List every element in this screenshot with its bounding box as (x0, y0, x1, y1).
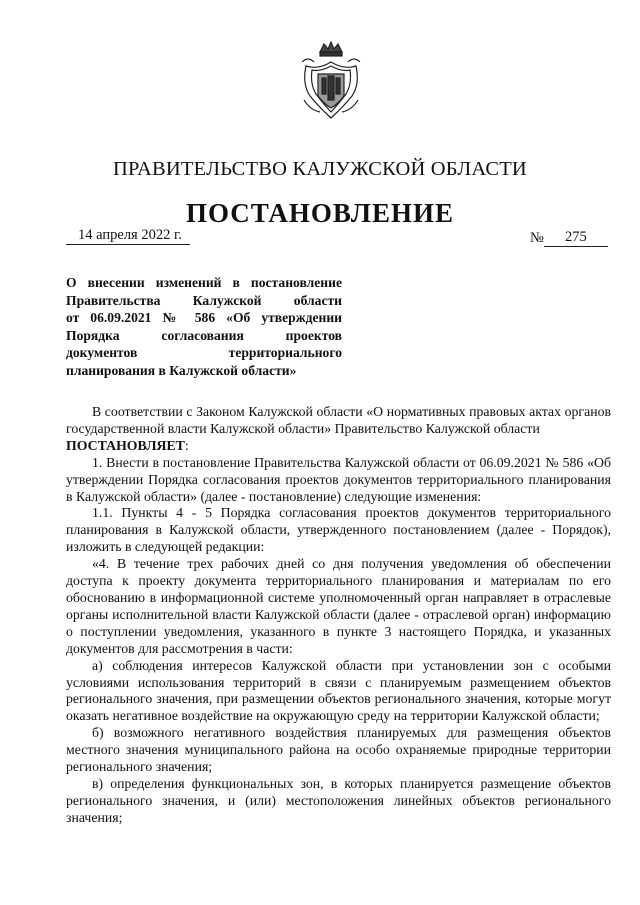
body-paragraph: а) соблюдения интересов Калужской области при установлении зон с особыми условиями использования территорий в связи с планируемым размещением объектов регионального значения, при размещении объектов регионального значения, которые могут оказать негативное воздействие на окружающую среду на территории Калужской области; (66, 657, 611, 724)
body-paragraph: 1. Внести в постановление Правительства Калужской области от 06.09.2021 № 586 «Об утверждении Порядка согласования проектов документов территориального планирования в Калужской области» (далее - постановление) следующие изменения: (66, 454, 611, 504)
decree-subject (66, 274, 342, 380)
body-paragraph: 1.1. Пункты 4 - 5 Порядка согласования проектов документов территориального планирования в Калужской области, утвержденного постановлением (далее - Порядок), изложить в следующей редакции: (66, 505, 611, 555)
preamble-text: В соответствии с Законом Калужской области «О нормативных правовых актах органов государственной власти Калужской области» Правительство Калужской области (66, 404, 611, 436)
number-value: 275 (544, 228, 608, 247)
subject-line: Правительства Калужской области (66, 292, 342, 308)
body-paragraph: б) возможного негативного воздействия планируемых для размещения объектов местного значения муниципального района на особо охраняемые природные территории регионального значения; (66, 725, 611, 775)
subject-line: планирования в Калужской области» (66, 362, 297, 378)
subject-line: О внесении изменений в постановление (66, 275, 342, 290)
coat-of-arms-icon (300, 40, 362, 122)
decree-body (66, 404, 611, 827)
government-name: ПРАВИТЕЛЬСТВО КАЛУЖСКОЙ ОБЛАСТИ (113, 158, 527, 180)
resolves-keyword: ПОСТАНОВЛЯЕТ (66, 437, 185, 453)
body-paragraph: в) определения функциональных зон, в которых планируется размещение объектов регионального значения, и (или) местоположения линейных объектов регионального значения; (66, 775, 611, 825)
subject-line: от 06.09.2021 № 586 «Об утверждении (66, 310, 342, 326)
document-type: ПОСТАНОВЛЕНИЕ (185, 198, 455, 228)
decree-number (530, 228, 608, 247)
decree-date: 14 апреля 2022 г. (66, 226, 190, 245)
subject-line: документов территориального (66, 345, 342, 361)
preamble-paragraph (66, 404, 611, 455)
number-sign: № (530, 230, 544, 246)
resolves-punct: : (184, 437, 189, 453)
subject-line: Порядка согласования проектов (66, 327, 342, 343)
body-paragraph: «4. В течение трех рабочих дней со дня получения уведомления об обеспечении доступа к проекту документа территориального планирования и материалам по его обоснованию в информационной системе уполномоченный орган направляет в отраслевые органы исполнительной власти Калужской области (далее - отраслевой орган) информацию о поступлении уведомления, указанного в пункте 3 настоящего Порядка, и указанных документов для рассмотрения в части: (66, 556, 611, 656)
